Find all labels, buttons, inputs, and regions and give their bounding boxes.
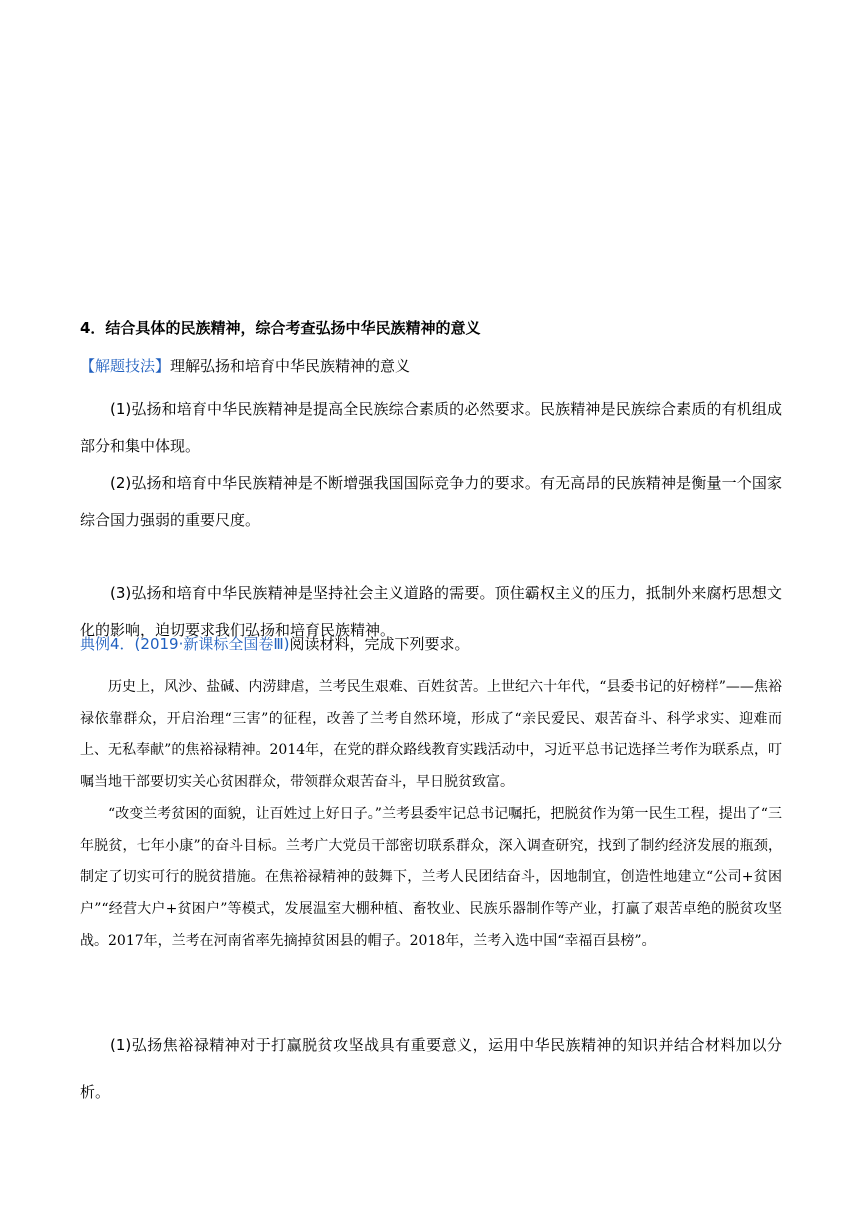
point-2: (2)弘扬和培育中华民族精神是不断增强我国国际竞争力的要求。有无高昂的民族精神是衡量一个国家综合国力强弱的重要尺度。 xyxy=(80,474,782,529)
tip-text: 理解弘扬和培育中华民族精神的意义 xyxy=(170,357,411,375)
section-heading: 4．结合具体的民族精神，综合考查弘扬中华民族精神的意义 xyxy=(80,319,481,337)
example-heading xyxy=(80,633,782,655)
example-label: 典例4．(2019·新课标全国卷Ⅲ) xyxy=(80,635,290,653)
question-1: (1)弘扬焦裕禄精神对于打赢脱贫攻坚战具有重要意义，运用中华民族精神的知识并结合材料加以分析。 xyxy=(80,1036,782,1101)
example-instruction: 阅读材料，完成下列要求。 xyxy=(289,635,470,653)
point-3: (3)弘扬和培育中华民族精神是坚持社会主义道路的需要。顶住霸权主义的压力，抵制外来腐朽思想文化的影响，迫切要求我们弘扬和培育民族精神。 xyxy=(80,584,782,639)
material-paragraph-1: 历史上，风沙、盐碱、内涝肆虐，兰考民生艰难、百姓贫苦。上世纪六十年代，“县委书记的好榜样”——焦裕禄依靠群众，开启治理“三害”的征程，改善了兰考自然环境，形成了“亲民爱民、艰苦奋斗、科学求实、迎难而上、无私奉献”的焦裕禄精神。2014年，在党的群众路线教育实践活动中，习近平总书记选择兰考作为联系点，叮嘱当地干部要切实关心贫困群众，带领群众艰苦奋斗，早日脱贫致富。 xyxy=(80,679,782,791)
reading-material xyxy=(80,672,782,957)
point-1: (1)弘扬和培育中华民族精神是提高全民族综合素质的必然要求。民族精神是民族综合素质的有机组成部分和集中体现。 xyxy=(80,400,782,455)
tip-label: 【解题技法】 xyxy=(80,357,171,375)
material-paragraph-2: “改变兰考贫困的面貌，让百姓过上好日子。”兰考县委牢记总书记嘱托，把脱贫作为第一民生工程，提出了“三年脱贫，七年小康”的奋斗目标。兰考广大党员干部密切联系群众，深入调查研究，找到了制约经济发展的瓶颈，制定了切实可行的脱贫措施。在焦裕禄精神的鼓舞下，兰考人民团结奋斗，因地制宜，创造性地建立“公司+贫困户”“经营大户+贫困户”等模式，发展温室大棚种植、畜牧业、民族乐器制作等产业，打赢了艰苦卓绝的脱贫攻坚战。2017年，兰考在河南省率先摘掉贫困县的帽子。2018年，兰考入选中国“幸福百县榜”。 xyxy=(80,805,782,949)
solving-tip xyxy=(80,355,782,377)
